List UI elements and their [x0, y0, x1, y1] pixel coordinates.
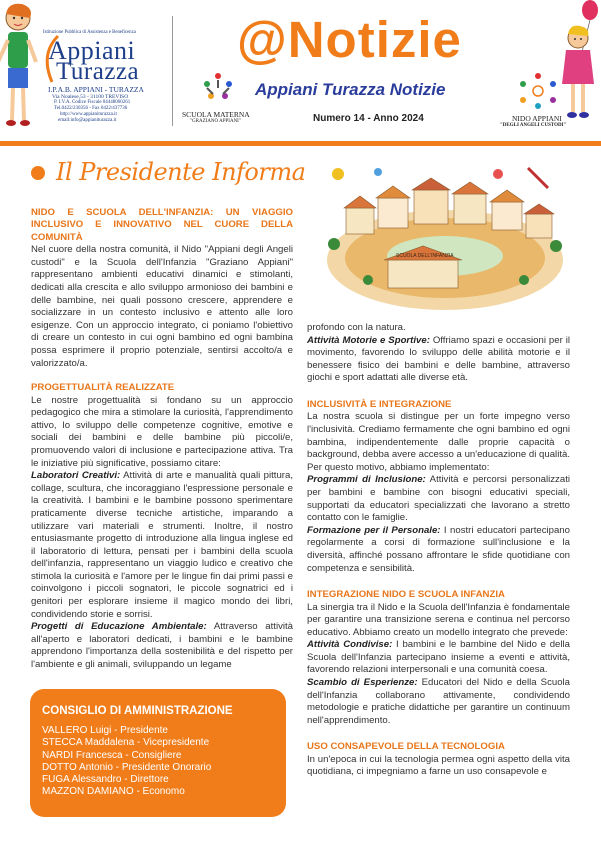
text-ambientale-cont: profondo con la natura.: [307, 322, 406, 333]
heading-nido-scuola: NIDO E SCUOLA DELL'INFANZIA: UN VIAGGIO INCLUSIVO E INNOVATIVO NEL CUORE DELLA COMUNITÀ: [31, 207, 293, 243]
nido-label: NIDO APPIANI: [512, 114, 562, 123]
logo-appiani: Appiani: [48, 36, 136, 65]
paragraph-motorie: [307, 335, 570, 385]
illustration-sign: SCUOLA DELL'INFANZIA: [396, 253, 454, 259]
board-member: VALLERO Luigi - Presidente: [42, 725, 168, 736]
kids-star-logo-icon: [515, 70, 561, 112]
bullet-dot-icon: [31, 166, 45, 180]
board-member: MAZZON DAMIANO - Economo: [42, 786, 185, 798]
label-motorie: Attività Motorie e Sportive:: [307, 334, 430, 346]
newsletter-subtitle: Appiani Turazza Notizie: [255, 80, 446, 99]
paragraph-progettualita: Le nostre progettualità si fondano su un approccio pedagogico che mira a stimolare la curiosità, l'apprendimento attivo, lo sviluppo delle competenze cognitive, emotive e sociali dei bambini e delle bambine più piccoli/e, promuovendo valori di inclusione e partecipazione attiva. Tra le iniziative più significative, possiamo citare:: [31, 394, 293, 469]
right-column: [307, 322, 570, 779]
section-title: Il Presidente Informa: [56, 158, 306, 186]
org-vat: P. I.V.A. Codice Fiscale 04448060261: [54, 100, 131, 105]
heading-progettualita: PROGETTUALITÀ REALIZZATE: [31, 382, 175, 394]
nido-sub: "DEGLI ANGELI CUSTODI": [500, 123, 567, 128]
text-laboratori: Attività di arte e manualità quali pittura, collage, scultura, che incoraggiano l'espressione personale e la creatività. I bambini e le bambine possono sperimentare praticamente diverse tecniche artistiche, imparando a utilizzare vari materiali e strumenti. Inoltre, il nostro entusiasmante progetto di introduzione alla lingua inglese ed il laboratorio di lettura, pensati per i bambini della scuola dell'infanzia, rappresentano un viaggio ludico e creativo che stimola la curiosità e l'amore per le lingue fin dai primi passi e coinvolgono i piccoli sognatori, le piccole sognatrici ed i genitori per esplorare insieme il magico mondo dei libri, condividendo storie e sorrisi.: [31, 470, 293, 620]
kids-circle-logo-icon: [197, 68, 239, 108]
school-town-illustration: [318, 160, 572, 310]
text-programmi: Attività e percorsi personalizzati per bambini e bambine con bisogni educativi speciali, supportati da educatori specializzati che lavorano a stretto contatto con le famiglie.: [307, 474, 570, 524]
org-name: I.P.A.B. APPIANI - TURAZZA: [48, 85, 144, 94]
paragraph-integrazione: La sinergia tra il Nido e la Scuola dell'Infanzia è fondamentale per garantire una transizione serena e continua nel percorso educativo. Abbiamo creato un modello integrato che prevede:: [307, 601, 570, 638]
school-materna-sub: "GRAZIANO APPIANI": [190, 119, 241, 124]
paragraph-scambio: [307, 677, 570, 727]
logo-swoosh-icon: [38, 34, 64, 86]
board-title: CONSIGLIO DI AMMINISTRAZIONE: [42, 705, 233, 717]
board-box: [30, 689, 286, 817]
label-condivise: Attività Condivise:: [307, 639, 393, 651]
header-rule: [0, 141, 601, 146]
label-laboratori: Laboratori Creativi:: [31, 470, 121, 482]
label-programmi: Programmi di Inclusione:: [307, 474, 426, 486]
board-member: NARDI Francesca - Consigliere: [42, 749, 182, 761]
text-formazione: I nostri educatori partecipano regolarmente a corsi di formazione sull'inclusione e la diversità, affinché possano affrontare le sfide quotidiane con competenza e sensibilità.: [307, 524, 570, 574]
paragraph-condivise: [307, 639, 570, 677]
logo-turazza: Turazza: [56, 58, 140, 85]
label-ambientale: Progetti di Educazione Ambientale:: [31, 621, 207, 633]
newsletter-title: @Notizie: [237, 11, 462, 68]
paragraph-intro: Nel cuore della nostra comunità, il Nido "Appiani degli Angeli custodi" e la Scuola dell'Infanzia "Graziano Appiani" rappresentano ambienti educativi dinamici e stimolanti, dedicati alla crescita e allo sviluppo armonioso dei bambini e delle bambine, nei quali possono crescere, apprendere e socializzare in un contesto inclusivo e attento alle loro esigenze. Con un approccio integrato, ci poniamo l'obiettivo di creare un contesto in cui ogni bambino ed ogni bambina possa esprimere il proprio potenziale, sentirsi accolto/a e valorizzato/a.: [31, 244, 293, 369]
org-web[interactable]: http://www.appianiturazza.it: [60, 112, 117, 117]
text-ambientale: Attraverso attività all'aperto e laboratori dedicati, i bambini e le bambine apprendono l'importanza della sostenibilità e del rispetto per l'ambiente e gli animali, sviluppando un legame: [31, 621, 294, 671]
heading-integrazione: INTEGRAZIONE NIDO E SCUOLA INFANZIA: [307, 589, 505, 601]
label-formazione: Formazione per il Personale:: [307, 524, 441, 536]
board-member: STECCA Maddalena - Vicepresidente: [42, 737, 210, 749]
issue-number: Numero 14 - Anno 2024: [313, 113, 424, 124]
text-motorie: Offriamo spazi e occasioni per il movimento, favorendo lo sviluppo delle abilità motorie e il benessere fisico dei bambini e delle bambine, attraverso giochi e sport adattati alle diverse età.: [307, 334, 570, 384]
paragraph-inclusivita: La nostra scuola si distingue per un forte impegno verso l'inclusività. Crediamo fermamente che ogni bambino ed ogni bambina, indipendentemente dalle proprie capacità o background, debba avere accesso a un'educazione di qualità. Per questo motivo, abbiamo implementato:: [307, 411, 570, 473]
board-list: [42, 725, 211, 799]
child-with-balloon-drawing-icon: [560, 0, 601, 130]
board-member: FUGA Alessandro - Direttore: [42, 774, 169, 786]
heading-inclusivita: INCLUSIVITÀ E INTEGRAZIONE: [307, 398, 452, 410]
left-column: [31, 207, 293, 672]
board-member: DOTTO Antonio - Presidente Onorario: [42, 761, 212, 773]
paragraph-laboratori: [31, 470, 293, 621]
school-materna-label: SCUOLA MATERNA: [182, 110, 250, 119]
text-condivise: I bambini e le bambine del Nido e della Scuola dell'Infanzia partecipano insieme a eventi e attività, favorendo relazioni interpersonali e una comunità coesa.: [307, 639, 570, 676]
org-phone: Tel.0422/230356 - Fax 0422/437736: [54, 106, 128, 111]
paragraph-programmi: [307, 474, 570, 524]
heading-tecnologia: USO CONSAPEVOLE DELLA TECNOLOGIA: [307, 741, 505, 753]
header: [0, 0, 601, 141]
child-drawing-icon: [0, 0, 40, 135]
text-scambio: Educatori del Nido e della Scuola dell'Infanzia collaborano attivamente, condividendo metodologie e pratiche didattiche per garantire un continuum nell'apprendimento.: [307, 677, 570, 726]
paragraph-formazione: [307, 525, 570, 575]
paragraph-ambientale: [31, 621, 293, 671]
org-line: Istituzione Pubblica di Assistenza e Beneficenza: [43, 30, 136, 35]
paragraph-tecnologia: In un'epoca in cui la tecnologia permea ogni aspetto della vita quotidiana, ci impegniamo a farne un uso consapevole e: [307, 753, 570, 778]
label-scambio: Scambio di Esperienze:: [307, 677, 418, 689]
header-vertical-divider: [172, 16, 173, 126]
org-address: Via Noalese,53 - 31100 TREVISO: [52, 94, 129, 100]
org-email[interactable]: email:info@appianiturazza.it: [58, 118, 117, 123]
